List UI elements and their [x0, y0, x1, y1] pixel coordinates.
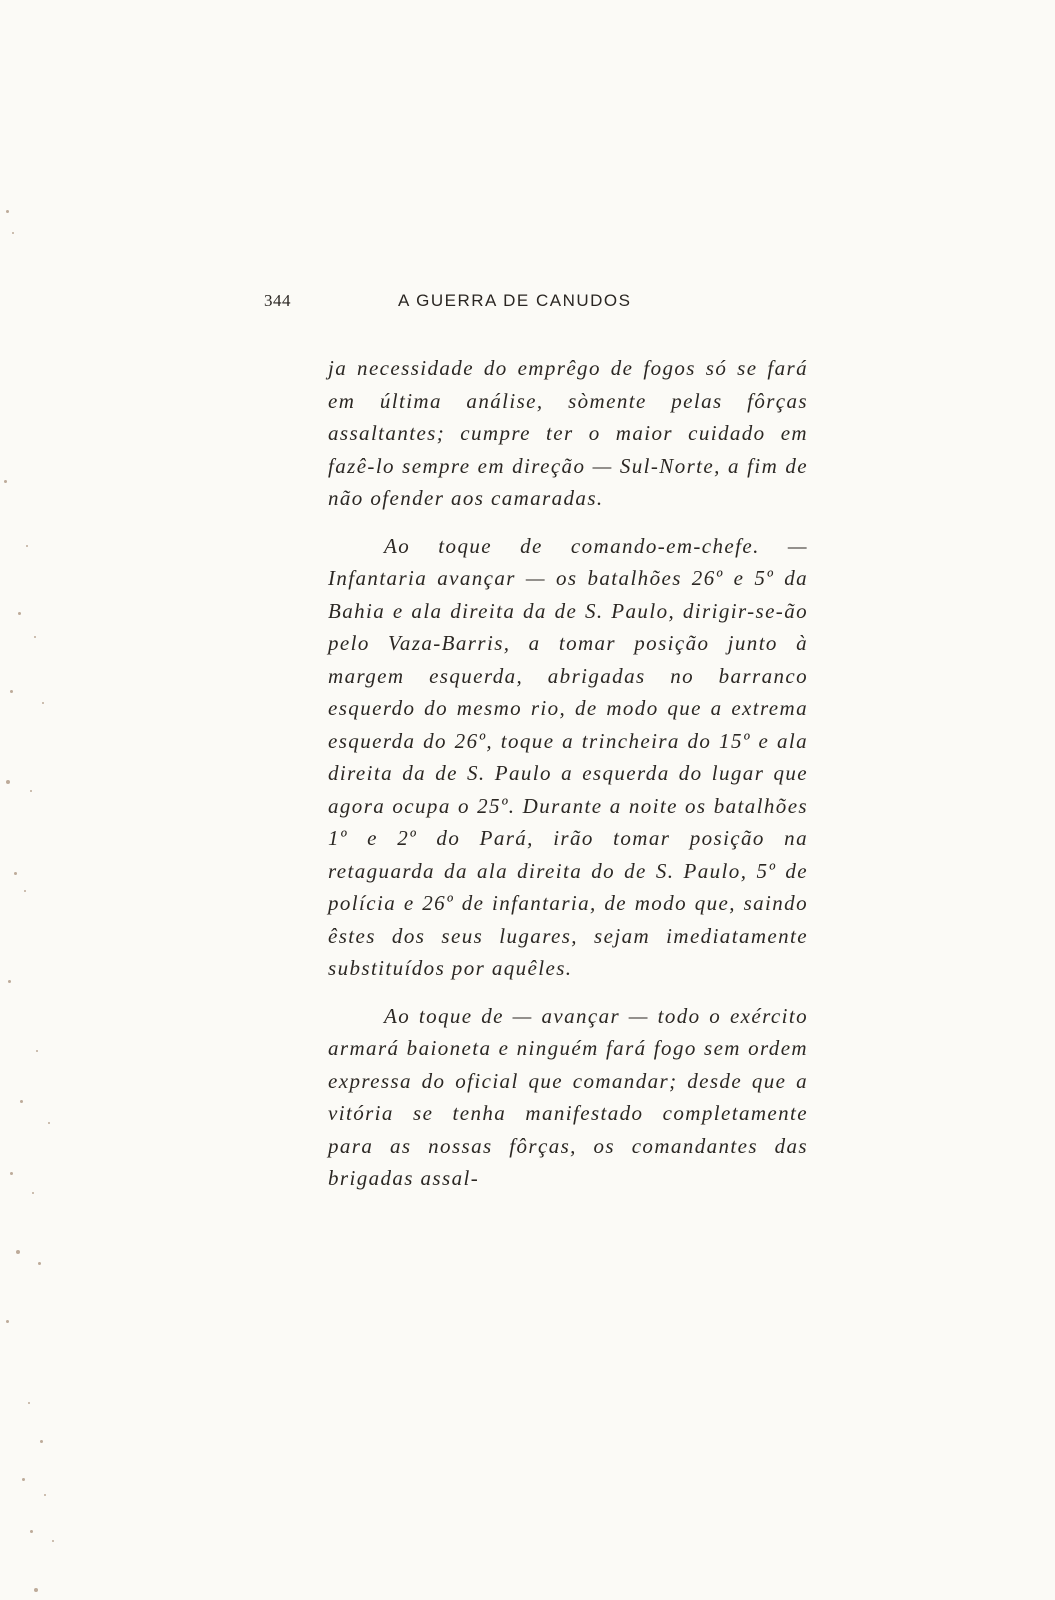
body-text [328, 352, 808, 1195]
foxing-speck [10, 690, 13, 693]
foxing-speck [4, 480, 7, 483]
foxing-speck [20, 1100, 23, 1103]
foxing-speck [10, 1172, 13, 1175]
running-title: A GUERRA DE CANUDOS [398, 291, 632, 310]
foxing-speck [32, 1192, 34, 1194]
paragraph-command-signal: Ao toque de comando-em-chefe. — Infantaria avançar — os batalhões 26º e 5º da Bahia e ala direita da de S. Paulo, dirigir-se-ão pelo Vaza-Barris, a tomar posição junto à margem esquerda, abrigadas no barranco esquerdo do mesmo rio, de modo que a extrema esquerda do 26º, toque a trincheira do 15º e ala direita da de S. Paulo a esquerda do lugar que agora ocupa o 25º. Durante a noite os batalhões 1º e 2º do Pará, irão tomar posição na retaguarda da ala direita do de S. Paulo, 5º de polícia e 26º de infantaria, de modo que, saindo êstes dos seus lugares, sejam imediatamente substituídos por aquêles. [328, 533, 808, 980]
foxing-speck [30, 790, 32, 792]
foxing-speck [34, 636, 36, 638]
foxing-speck [22, 1478, 25, 1481]
foxing-speck [42, 702, 44, 704]
foxing-speck [52, 1540, 54, 1542]
foxing-speck [30, 1530, 33, 1533]
foxing-speck [14, 872, 17, 875]
foxing-speck [16, 1250, 20, 1254]
page-number: 344 [264, 291, 291, 310]
foxing-marks [0, 0, 90, 1600]
foxing-speck [26, 545, 28, 547]
paragraph-advance-signal: Ao toque de — avançar — todo o exército armará baioneta e ninguém fará fogo sem ordem expressa do oficial que comandar; desde que a vitória se tenha manifestado completamente para as nossas fôrças, os comandantes das brigadas assal- [328, 1003, 808, 1190]
foxing-speck [12, 232, 14, 234]
foxing-speck [6, 1320, 9, 1323]
paragraph-continuation: ja necessidade do emprêgo de fogos só se fará em última análise, sòmente pelas fôrças assaltantes; cumpre ter o maior cuidado em fazê-lo sempre em direção — Sul-Norte, a fim de não ofender aos camaradas. [328, 356, 808, 510]
foxing-speck [44, 1494, 46, 1496]
foxing-speck [48, 1122, 50, 1124]
foxing-speck [8, 980, 11, 983]
foxing-speck [34, 1588, 38, 1592]
foxing-speck [18, 612, 21, 615]
foxing-speck [40, 1440, 43, 1443]
foxing-speck [36, 1050, 38, 1052]
page-header [264, 291, 814, 317]
foxing-speck [28, 1402, 30, 1404]
foxing-speck [38, 1262, 41, 1265]
foxing-speck [6, 210, 9, 213]
foxing-speck [6, 780, 10, 784]
foxing-speck [24, 890, 26, 892]
